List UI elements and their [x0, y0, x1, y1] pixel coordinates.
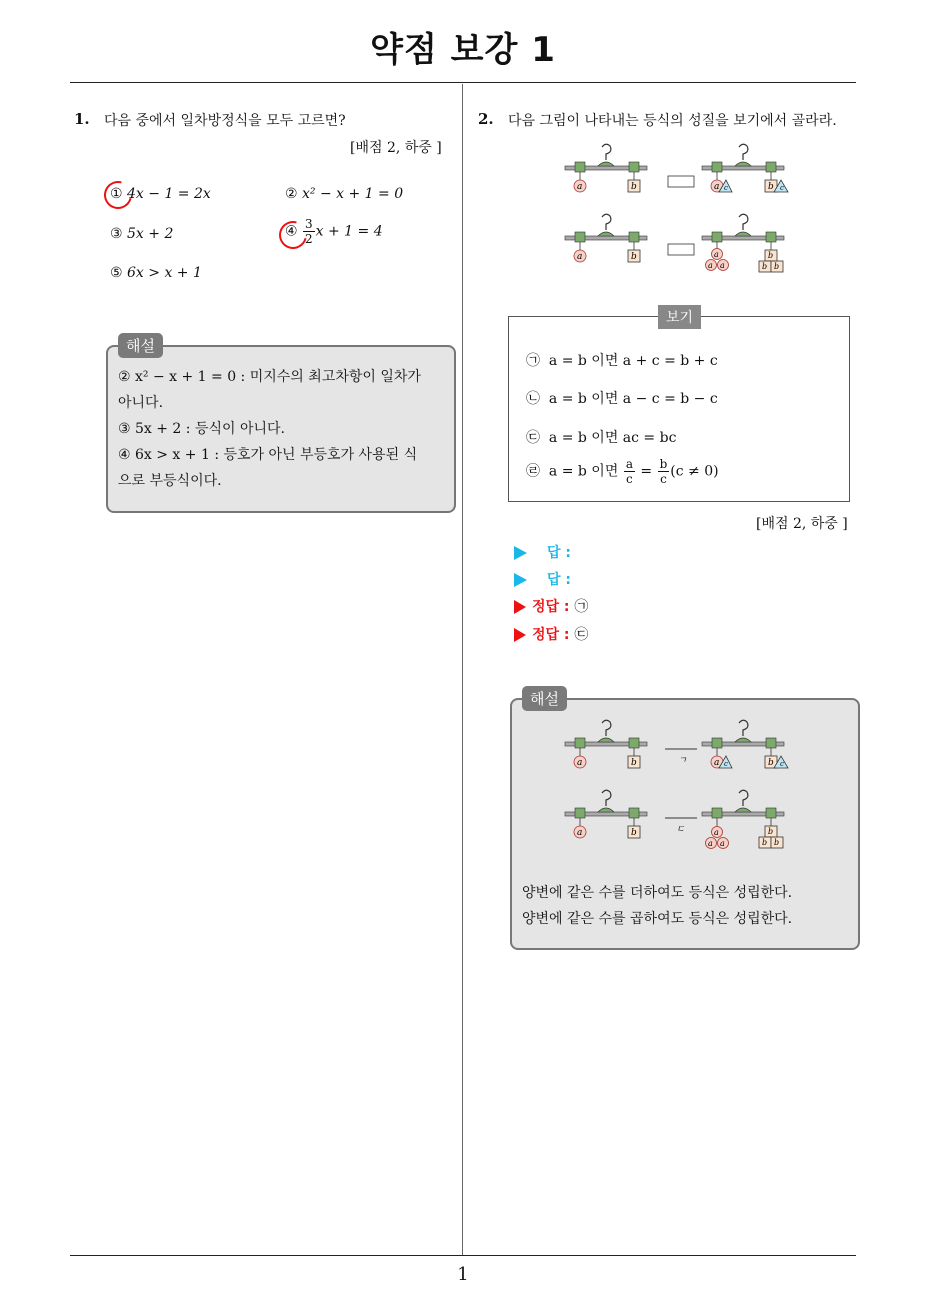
q1-choice-4[interactable] [285, 218, 383, 245]
svg-text:b: b [774, 838, 780, 847]
bogi-fraction-1: $\frac{a}{c}$ [625, 457, 633, 486]
q1-explanation-line: 으로 부등식이다. [118, 473, 222, 489]
svg-text:c: c [780, 184, 784, 192]
svg-text:a: a [577, 252, 583, 262]
correct-answer-1: 정답 : ㉠ [514, 596, 588, 616]
play-triangle-icon [514, 546, 527, 560]
bogi-item-1: ㉠ a = b 이면 a + c = b + c [526, 353, 718, 369]
q1-choice-3[interactable] [110, 226, 173, 242]
svg-text:a: a [708, 261, 713, 270]
column-divider [462, 84, 463, 1256]
choice-mark: ① [110, 186, 123, 202]
answer-input-1[interactable]: 답 : [514, 542, 571, 562]
q1-choice-2[interactable] [285, 186, 403, 202]
footer-divider [70, 1255, 856, 1256]
svg-text:a: a [714, 828, 719, 837]
svg-text:a: a [714, 182, 720, 192]
choice-expr: 4x − 1 = 2x [127, 186, 211, 202]
svg-text:a: a [577, 828, 583, 838]
svg-text:b: b [631, 182, 637, 192]
page-number: 1 [457, 1264, 469, 1285]
bogi-fraction-2: $\frac{b}{c}$ [659, 457, 668, 486]
svg-text:a: a [720, 839, 725, 848]
svg-text:a: a [708, 839, 713, 848]
svg-text:a: a [577, 758, 583, 768]
svg-text:b: b [774, 262, 780, 271]
q1-number: 1. [74, 110, 90, 128]
choice-mark: ② [285, 186, 298, 202]
q2-text: 다음 그림이 나타내는 등식의 성질을 보기에서 골라라. [508, 113, 837, 129]
balance-1-right [702, 144, 788, 192]
blank-box-1 [668, 176, 694, 187]
svg-text:a: a [720, 261, 725, 270]
blank-box-2 [668, 244, 694, 255]
bogi-item-3: ㉢ a = b 이면 ac = bc [526, 430, 677, 446]
q1-choice-1[interactable] [110, 186, 211, 202]
outline-triangle-icon [514, 628, 526, 642]
q2-explanation-tag: 해설 [522, 686, 567, 711]
svg-text:a: a [577, 182, 583, 192]
choice-expr: 6x > x + 1 [127, 265, 202, 281]
svg-text:ㄱ: ㄱ [678, 756, 687, 766]
correct-answer-2: 정답 : ㉢ [514, 624, 588, 644]
svg-text:b: b [631, 828, 637, 838]
svg-text:b: b [768, 251, 774, 260]
svg-text:b: b [631, 252, 637, 262]
svg-text:a: a [714, 758, 720, 768]
play-triangle-icon [514, 573, 527, 587]
q1-explanation-line: ④ 6x > x + 1 : 등호가 아닌 부등호가 사용된 식 [118, 447, 418, 463]
choice-mark: ③ [110, 226, 123, 242]
svg-text:b: b [768, 182, 774, 192]
choice-expr: x + 1 = 4 [315, 223, 383, 240]
header-divider [70, 82, 856, 83]
svg-text:b: b [768, 827, 774, 836]
q1-explanation-line: ③ 5x + 2 : 등식이 아니다. [118, 421, 286, 437]
page-title: 약점 보강 1 [370, 30, 556, 70]
svg-text:b: b [762, 262, 768, 271]
outline-triangle-icon [514, 600, 526, 614]
choice-expr: x² − x + 1 = 0 [302, 186, 404, 202]
choice-mark: ④ [285, 223, 298, 240]
svg-text:b: b [762, 838, 768, 847]
q2-score: [배점 2, 하중 ] [756, 516, 848, 532]
q2-explanation-line: 양변에 같은 수를 더하여도 등식은 성립한다. [522, 885, 793, 901]
choice-fraction: $\frac{3}{2}$ [305, 217, 313, 246]
q1-explanation-line: ② x² − x + 1 = 0 : 미지수의 최고차항이 일차가 [118, 369, 421, 385]
q2-balance-figure [560, 140, 810, 280]
choice-mark: ⑤ [110, 265, 123, 281]
q1-explanation-line: 아니다. [118, 395, 164, 411]
svg-text:a: a [714, 250, 719, 259]
bogi-item-2: ㉡ a = b 이면 a − c = b − c [526, 391, 718, 407]
svg-text:c: c [724, 184, 728, 192]
q1-score: [배점 2, 하중 ] [350, 140, 442, 156]
q1-explanation-tag: 해설 [118, 333, 163, 358]
svg-text:b: b [768, 758, 774, 768]
choice-expr: 5x + 2 [127, 226, 174, 242]
q2-number: 2. [478, 110, 494, 128]
balance-2-left [565, 214, 647, 262]
svg-text:b: b [631, 758, 637, 768]
answer-input-2[interactable]: 답 : [514, 569, 571, 589]
balance-1-left [565, 144, 647, 192]
svg-text:c: c [724, 760, 728, 768]
q2-explanation-figure [560, 712, 810, 862]
svg-text:c: c [780, 760, 784, 768]
svg-text:ㄷ: ㄷ [676, 825, 685, 835]
balance-2-right [702, 214, 784, 272]
q1-choice-5[interactable] [110, 265, 202, 281]
q1-text: 다음 중에서 일차방정식을 모두 고르면? [104, 113, 346, 129]
q2-explanation-line: 양변에 같은 수를 곱하여도 등식은 성립한다. [522, 911, 793, 927]
bogi-tag: 보기 [658, 305, 701, 329]
bogi-item-4: ㉣ a = b 이면 $\frac{a}{c}$ = $\frac{b}{c}$ (c ≠ 0) [526, 457, 719, 486]
